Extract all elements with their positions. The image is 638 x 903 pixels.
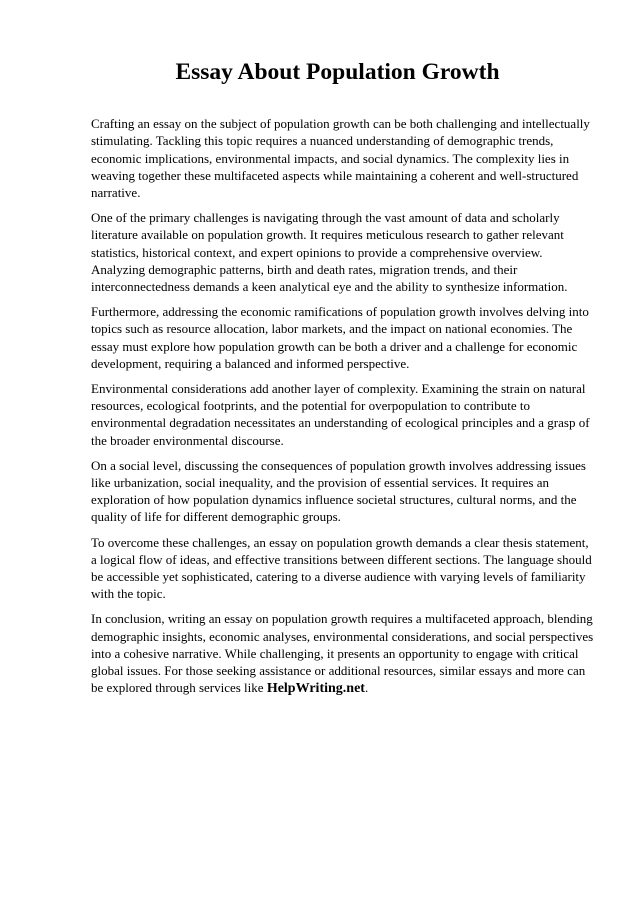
paragraph-overcome: To overcome these challenges, an essay on population growth demands a clear thesis statement, a logical flow of ideas, and effective transitions between different sections. The language should be accessible yet sophisticated, catering to a diverse audience with varying levels of familiarity with the topic. [91,534,592,602]
paragraph-intro: Crafting an essay on the subject of population growth can be both challenging and intellectually stimulating. Tackling this topic requires a nuanced understanding of demographic trends, economic implications, environmental impacts, and social dynamics. The complexity lies in weaving together these multifaceted aspects while maintaining a coherent and well-structured narrative. [91,116,590,200]
paragraph-environmental: Environmental considerations add another layer of complexity. Examining the strain on natural resources, ecological footprints, and the potential for overpopulation to contribute to environmental degradation necessitates an understanding of ecological principles and a grasp of the broader environmental discourse. [91,381,590,448]
document-title: Essay About Population Growth [175,59,500,85]
paragraph-conclusion [91,610,596,697]
helpwriting-link[interactable]: HelpWriting.net [266,681,365,697]
paragraph-social: On a social level, discussing the consequences of population growth involves addressing issues like urbanization, social inequality, and the provision of essential services. It requires an exploration of how population dynamics influence societal structures, cultural norms, and the quality of life for different demographic groups. [91,457,586,525]
conclusion-text: In conclusion, writing an essay on population growth requires a multifaceted approach, blending demographic insights, economic analyses, environmental considerations, and social perspectives into a cohesive narrative. While challenging, it presents an opportunity to engage with critical global issues. For those seeking assistance or additional resources, similar essays and more can be explored through services like [91,611,594,696]
paragraph-research-challenges: One of the primary challenges is navigating through the vast amount of data and scholarly literature available on population growth. It requires meticulous research to gather relevant statistics, historical context, and expert opinions to provide a comprehensive overview. Analyzing demographic patterns, birth and death rates, migration trends, and their interconnectedness demands a keen analytical eye and the ability to synthesize information. [91,210,568,295]
paragraph-economic: Furthermore, addressing the economic ramifications of population growth involves delving into topics such as resource allocation, labor markets, and the impact on national economies. The essay must explore how population growth can be both a driver and a challenge for economic development, requiring a balanced and informed perspective. [91,304,589,371]
conclusion-period: . [364,680,369,696]
document-body [91,115,596,697]
